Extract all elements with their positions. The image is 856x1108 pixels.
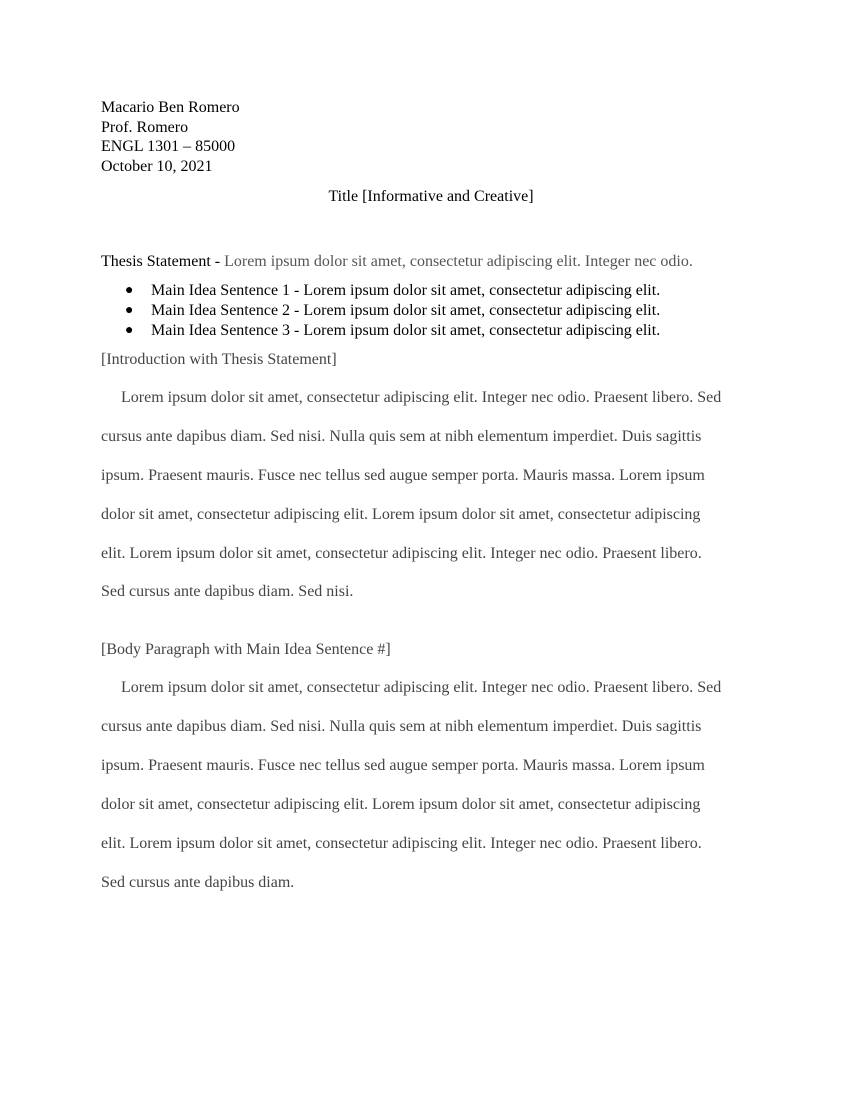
paragraph-line: dolor sit amet, consectetur adipiscing elit. Lorem ipsum dolor sit amet, consectetur adipiscing	[101, 796, 701, 814]
list-item	[101, 321, 761, 341]
list-item	[101, 281, 761, 301]
paragraph-line: Lorem ipsum dolor sit amet, consectetur adipiscing elit. Integer nec odio. Praesent libero. Sed	[121, 679, 722, 697]
document-page	[101, 98, 761, 903]
bullet-icon: ●	[125, 323, 134, 338]
mla-header	[101, 98, 761, 176]
paragraph-line: Sed cursus ante dapibus diam. Sed nisi.	[101, 583, 354, 601]
thesis-statement	[101, 252, 761, 272]
instructor-name: Prof. Romero	[101, 118, 189, 136]
thesis-text: Lorem ipsum dolor sit amet, consectetur adipiscing elit. Integer nec odio.	[224, 253, 693, 270]
bullet-icon: ●	[125, 283, 134, 298]
body-paragraph	[101, 669, 761, 902]
paragraph-line: Lorem ipsum dolor sit amet, consectetur adipiscing elit. Integer nec odio. Praesent libero. Sed	[121, 389, 722, 406]
bullet-icon: ●	[125, 303, 134, 318]
document-title: Title [Informative and Creative]	[328, 188, 534, 205]
author-name: Macario Ben Romero	[101, 99, 240, 116]
paragraph-line: Sed cursus ante dapibus diam.	[101, 873, 295, 891]
thesis-label: Thesis Statement -	[101, 253, 225, 270]
paragraph-line: dolor sit amet, consectetur adipiscing elit. Lorem ipsum dolor sit amet, consectetur adipiscing	[101, 505, 701, 523]
main-idea-text: Main Idea Sentence 3 - Lorem ipsum dolor sit amet, consectetur adipiscing elit.	[151, 322, 661, 339]
introduction-heading: [Introduction with Thesis Statement]	[101, 351, 337, 368]
paragraph-line: cursus ante dapibus diam. Sed nisi. Nulla quis sem at nibh elementum imperdiet. Duis sagittis	[101, 718, 702, 736]
main-ideas-list	[101, 281, 761, 341]
paragraph-line: elit. Lorem ipsum dolor sit amet, consectetur adipiscing elit. Integer nec odio. Praesent libero.	[101, 544, 702, 562]
introduction-paragraph	[101, 379, 761, 612]
paragraph-line: elit. Lorem ipsum dolor sit amet, consectetur adipiscing elit. Integer nec odio. Praesent libero.	[101, 834, 702, 852]
list-item	[101, 301, 761, 321]
paragraph-line: cursus ante dapibus diam. Sed nisi. Nulla quis sem at nibh elementum imperdiet. Duis sagittis	[101, 427, 702, 445]
main-idea-text: Main Idea Sentence 2 - Lorem ipsum dolor sit amet, consectetur adipiscing elit.	[151, 302, 661, 319]
course-number: ENGL 1301 – 85000	[101, 138, 236, 155]
paragraph-line: ipsum. Praesent mauris. Fusce nec tellus sed augue semper porta. Mauris massa. Lorem ipsum	[101, 757, 705, 775]
main-idea-text: Main Idea Sentence 1 - Lorem ipsum dolor sit amet, consectetur adipiscing elit.	[151, 282, 661, 299]
body-paragraph-heading: [Body Paragraph with Main Idea Sentence #]	[101, 641, 391, 659]
document-date: October 10, 2021	[101, 157, 213, 175]
paragraph-line: ipsum. Praesent mauris. Fusce nec tellus sed augue semper porta. Mauris massa. Lorem ipsum	[101, 466, 705, 484]
